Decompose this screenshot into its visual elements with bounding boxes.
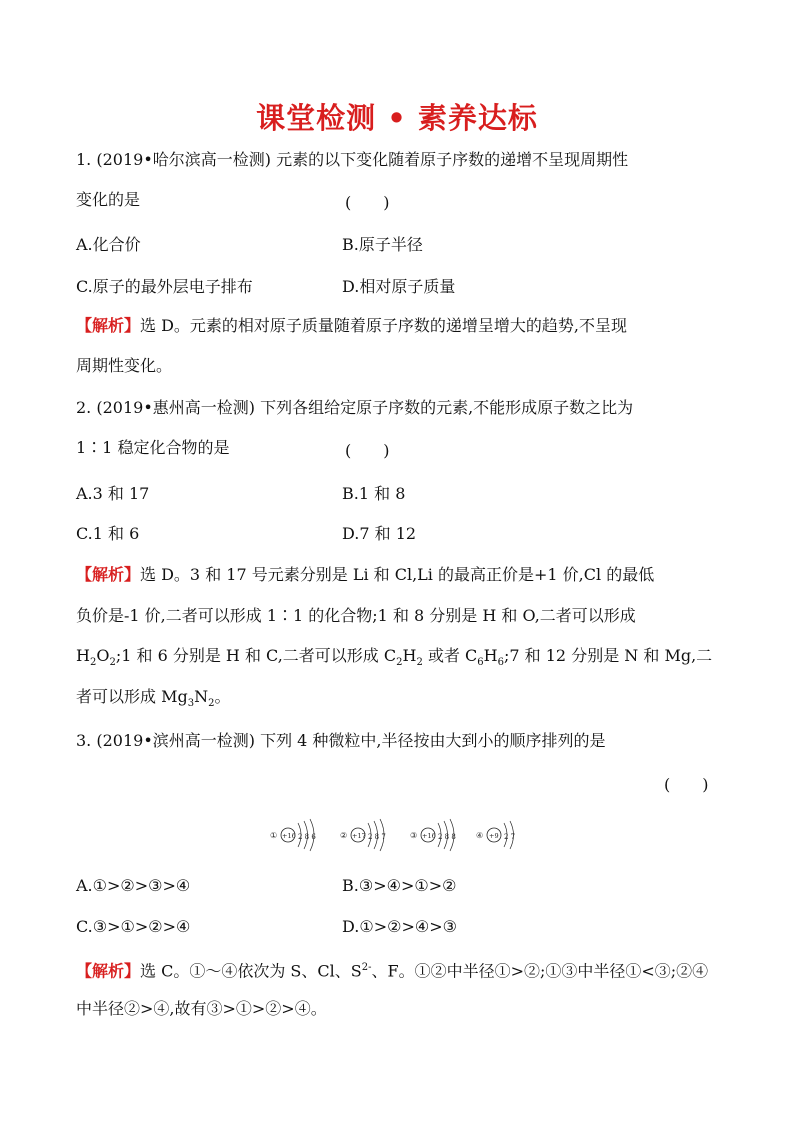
q3-stem-line1: 3. (2019•滨州高一检测) 下列 4 种微粒中,半径按由大到小的顺序排列的是 (76, 731, 606, 750)
atom-diagram-3 (410, 819, 456, 851)
atom-2-nucleus: +17 (352, 832, 366, 840)
q1-stem-line1: 1. (2019•哈尔滨高一检测) 元素的以下变化随着原子序数的递增不呈现周期性 (76, 150, 629, 169)
atom-3-nucleus: +16 (422, 832, 436, 840)
atom-1-shells: 2 8 6 (298, 833, 316, 841)
atom-diagram-4 (476, 821, 515, 849)
q3-answer-paren: ( ) (664, 775, 709, 794)
q2-analysis-text: 选 D。3 和 17 号元素分别是 Li 和 Cl,Li 的最高正价是+1 价,Cl 的最低 (140, 565, 655, 584)
q2-answer-paren: ( ) (345, 441, 390, 460)
q2-option-d: D.7 和 12 (342, 524, 417, 543)
q2-option-b: B.1 和 8 (342, 484, 406, 503)
q3-option-b: B.③>④>①>② (342, 876, 457, 895)
analysis-tag: 【解析】 (76, 961, 141, 981)
analysis-tag: 【解析】 (76, 316, 141, 335)
atom-4-label: ④ (476, 831, 484, 840)
q1-analysis-text: 选 D。元素的相对原子质量随着原子序数的递增呈增大的趋势,不呈现 (140, 316, 628, 335)
atom-1-label: ① (270, 831, 278, 840)
atom-diagram-1 (270, 819, 316, 851)
q1-option-d: D.相对原子质量 (342, 277, 456, 296)
q2-stem-line1: 2. (2019•惠州高一检测) 下列各组给定原子序数的元素,不能形成原子数之比为 (76, 398, 634, 417)
atomic-structure-diagrams (268, 814, 538, 854)
q2-analysis-line3: $H_2O_2;1$ 和 6 分别是 H 和 C,二者可以形成 $C_2H_2$ 或者 $C_6H_6;7$ 和 12 分别是 N 和 Mg,二 (76, 646, 713, 669)
q3-analysis-line2: 中半径②>④,故有③>①>②>④。 (76, 999, 327, 1018)
q3-option-a: A.①>②>③>④ (76, 876, 191, 895)
q1-analysis-line1 (76, 316, 627, 336)
q1-option-a: A.化合价 (76, 235, 141, 254)
q1-analysis-line2: 周期性变化。 (76, 356, 173, 375)
q2-analysis-line1 (76, 565, 654, 585)
q2-option-a: A.3 和 17 (76, 484, 150, 503)
analysis-tag: 【解析】 (76, 565, 141, 584)
q1-option-c: C.原子的最外层电子排布 (76, 277, 253, 296)
atom-diagram-2 (340, 819, 386, 851)
q1-stem-line2: 变化的是 (76, 190, 141, 209)
atom-2-label: ② (340, 831, 348, 840)
q3-analysis-line1: 【解析】选 C。①～④依次为 S、Cl、$S^{2-}$、F。①②中半径①>②;①③中半径①<③;②④ (76, 961, 709, 981)
atom-4-shells: 2 7 (504, 833, 516, 841)
q2-stem-line2: 1∶1 稳定化合物的是 (76, 438, 230, 457)
atom-3-label: ③ (410, 831, 418, 840)
q1-answer-paren: ( ) (345, 193, 390, 212)
atom-4-nucleus: +9 (489, 832, 499, 840)
atom-2-shells: 2 8 7 (368, 833, 386, 841)
q2-analysis-line2: 负价是-1 价,二者可以形成 1∶1 的化合物;1 和 8 分别是 H 和 O,二者可以形成 (76, 606, 636, 625)
page-title: 课堂检测 • 素养达标 (256, 101, 538, 135)
atom-3-shells: 2 8 8 (438, 833, 456, 841)
q2-analysis-line4: 者可以形成 $Mg_3N_2$。 (76, 687, 231, 710)
atom-1-nucleus: +16 (282, 832, 296, 840)
q3-option-c: C.③>①>②>④ (76, 917, 191, 936)
q1-option-b: B.原子半径 (342, 235, 423, 254)
q3-option-d: D.①>②>④>③ (342, 917, 457, 936)
q2-option-c: C.1 和 6 (76, 524, 140, 543)
